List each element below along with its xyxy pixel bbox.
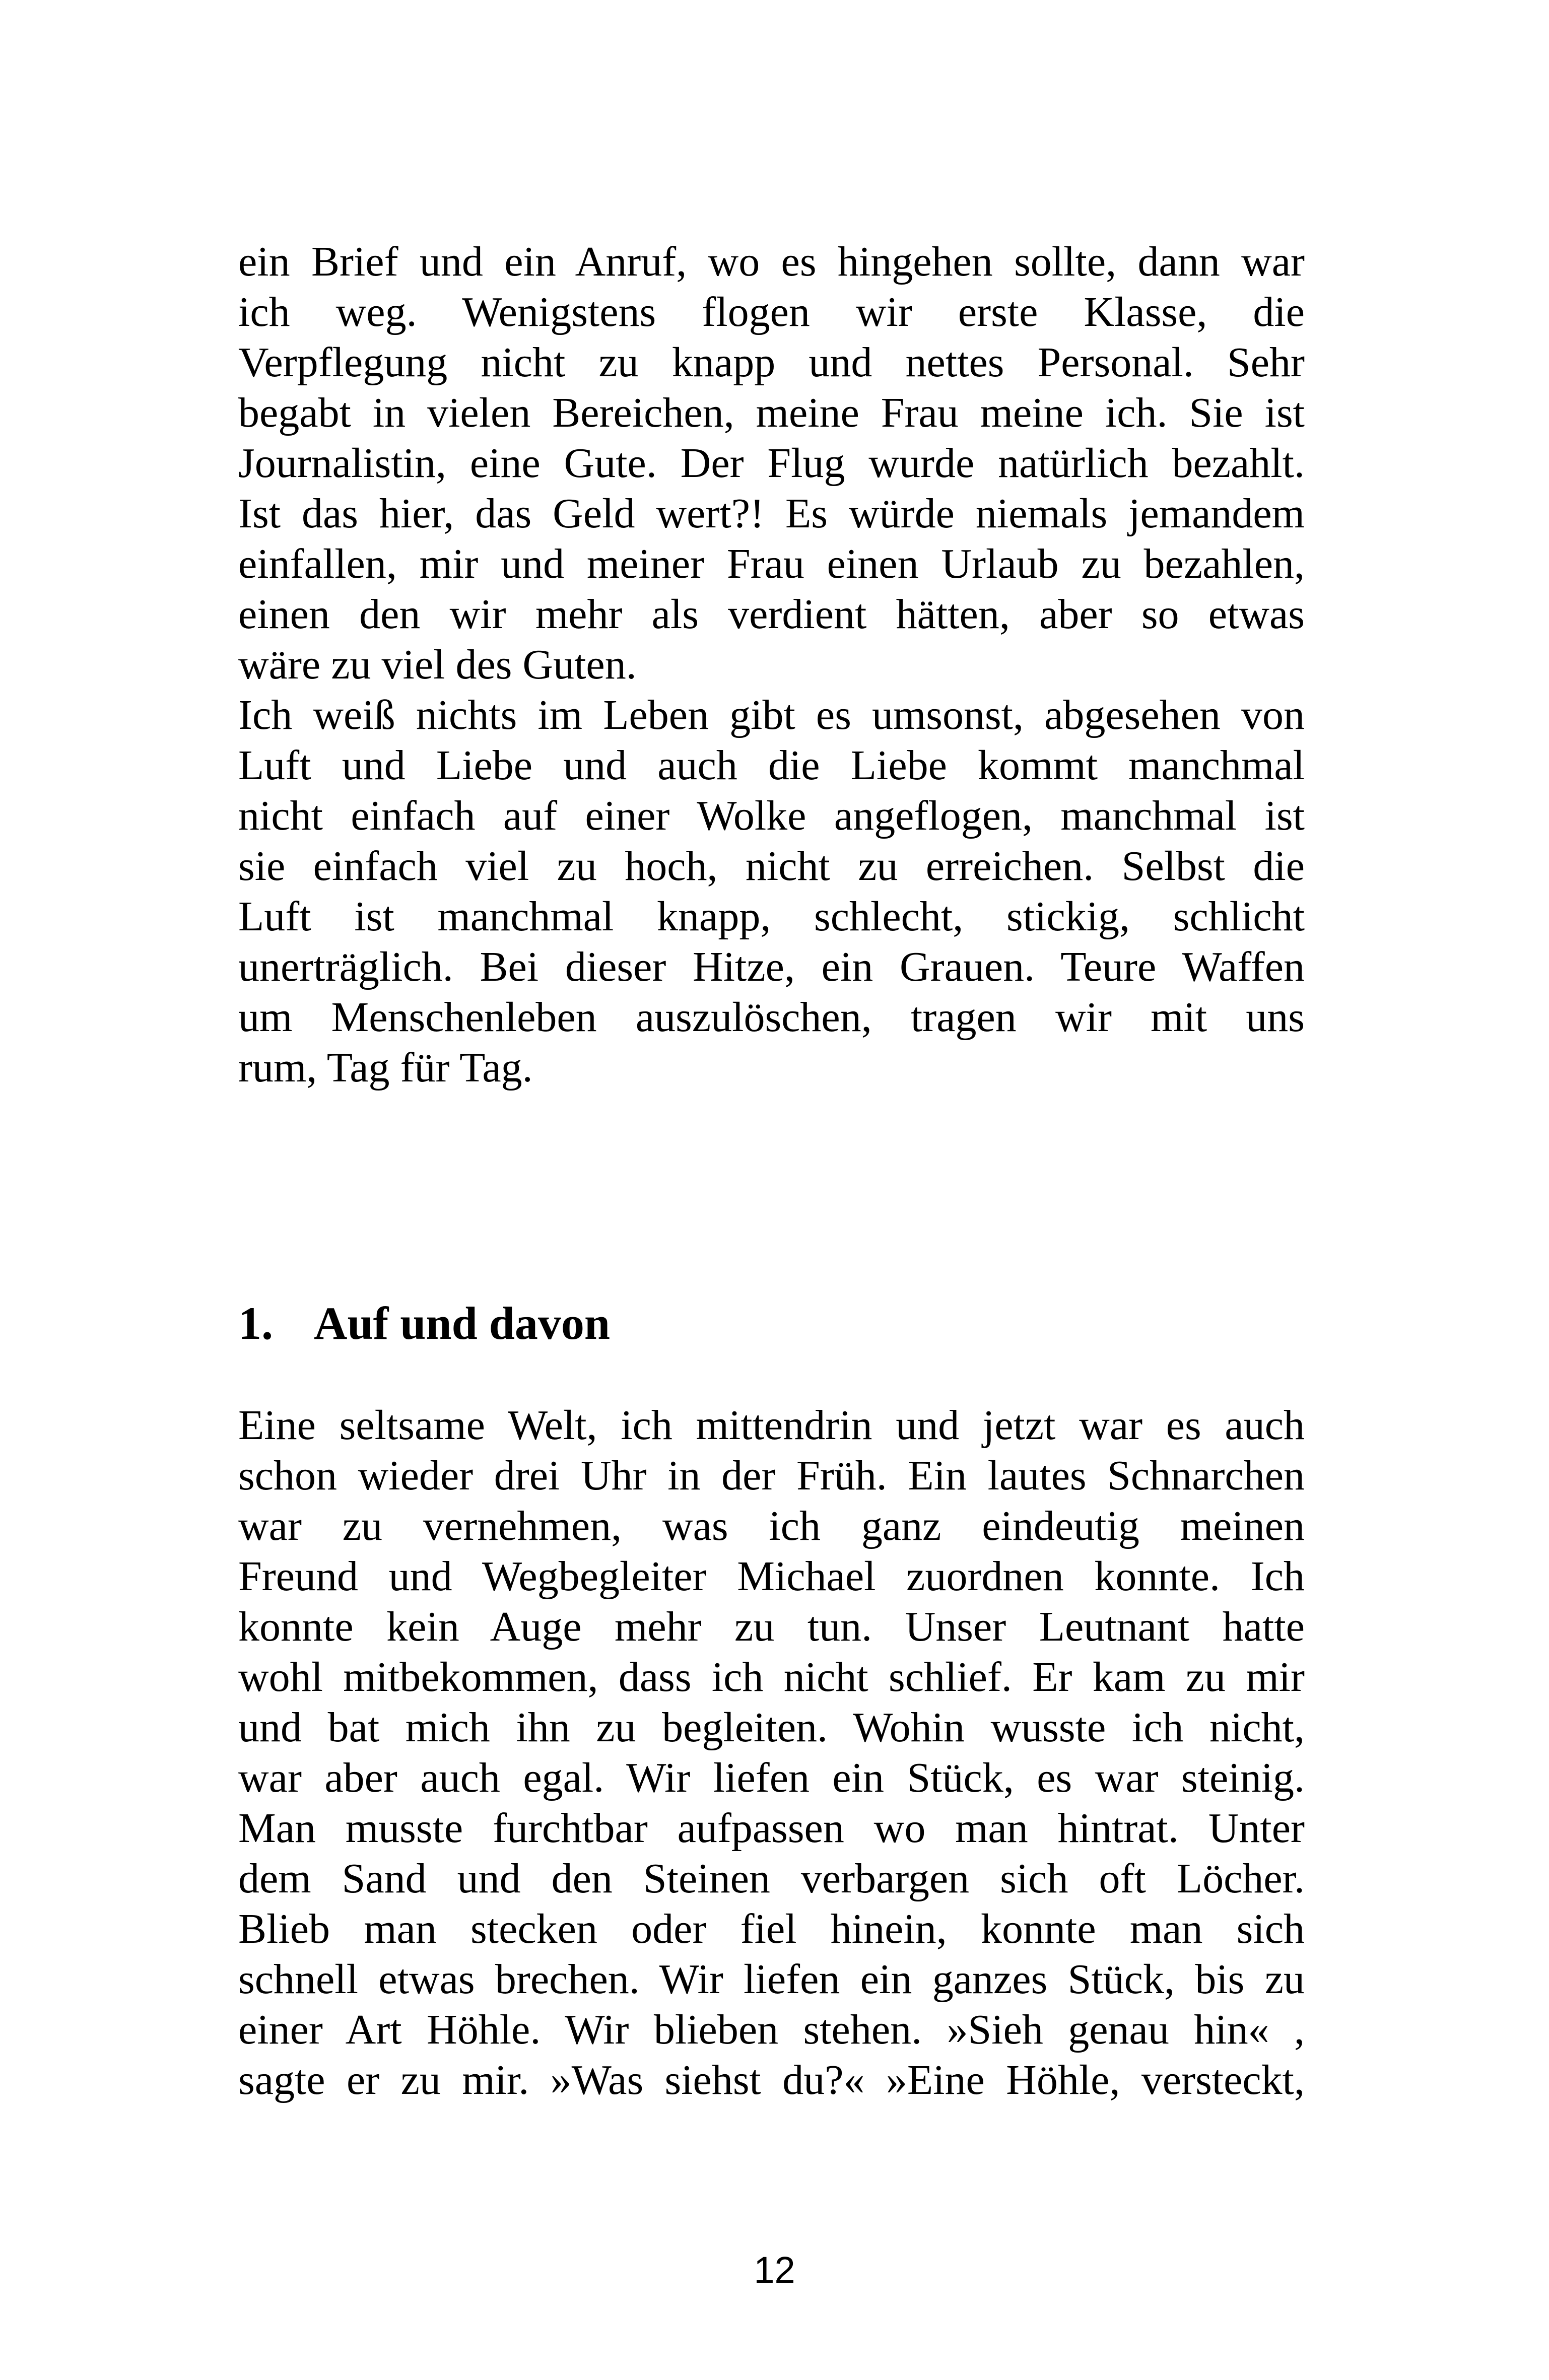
text-line: Luft ist manchmal knapp, schlecht, stickig, schlicht bbox=[238, 893, 1305, 940]
text-line: einer Art Höhle. Wir blieben stehen. »Sieh genau hin« , bbox=[238, 2006, 1305, 2053]
text-line: Ist das hier, das Geld wert?! Es würde niemals jemandem bbox=[238, 490, 1305, 537]
text-line: schon wieder drei Uhr in der Früh. Ein lautes Schnarchen bbox=[238, 1452, 1305, 1499]
text-line: rum, Tag für Tag. bbox=[238, 1044, 533, 1091]
chapter-number: 1. bbox=[238, 1298, 273, 1349]
text-line: begabt in vielen Bereichen, meine Frau meine ich. Sie ist bbox=[238, 389, 1305, 436]
text-line: dem Sand und den Steinen verbargen sich oft Löcher. bbox=[238, 1855, 1305, 1902]
text-line: um Menschenleben auszulöschen, tragen wir mit uns bbox=[238, 994, 1305, 1041]
text-line: Luft und Liebe und auch die Liebe kommt manchmal bbox=[238, 742, 1305, 789]
text-line: war aber auch egal. Wir liefen ein Stück, es war steinig. bbox=[238, 1754, 1305, 1801]
text-line: einen den wir mehr als verdient hätten, aber so etwas bbox=[238, 591, 1305, 638]
page-number: 12 bbox=[754, 2249, 795, 2291]
text-line: Man musste furchtbar aufpassen wo man hintrat. Unter bbox=[238, 1805, 1305, 1852]
text-line: Journalistin, eine Gute. Der Flug wurde natürlich bezahlt. bbox=[238, 440, 1305, 487]
chapter-heading bbox=[238, 1296, 610, 1351]
text-line: und bat mich ihn zu begleiten. Wohin wusste ich nicht, bbox=[238, 1704, 1305, 1751]
text-line: schnell etwas brechen. Wir liefen ein ganzes Stück, bis zu bbox=[238, 1956, 1305, 2003]
text-line: nicht einfach auf einer Wolke angeflogen, manchmal ist bbox=[238, 792, 1305, 839]
text-line: sie einfach viel zu hoch, nicht zu erreichen. Selbst die bbox=[238, 843, 1305, 890]
text-line: wohl mitbekommen, dass ich nicht schlief. Er kam zu mir bbox=[238, 1654, 1305, 1701]
text-line: unerträglich. Bei dieser Hitze, ein Grauen. Teure Waffen bbox=[238, 943, 1305, 990]
text-line: konnte kein Auge mehr zu tun. Unser Leutnant hatte bbox=[238, 1603, 1305, 1650]
text-line: Verpflegung nicht zu knapp und nettes Personal. Sehr bbox=[238, 339, 1305, 386]
text-line: Ich weiß nichts im Leben gibt es umsonst, abgesehen von bbox=[238, 692, 1305, 738]
chapter-title: Auf und davon bbox=[314, 1298, 611, 1349]
text-line: ein Brief und ein Anruf, wo es hingehen sollte, dann war bbox=[238, 238, 1305, 285]
text-line: einfallen, mir und meiner Frau einen Urlaub zu bezahlen, bbox=[238, 540, 1305, 587]
text-line: Blieb man stecken oder fiel hinein, konnte man sich bbox=[238, 1906, 1305, 1952]
text-line: war zu vernehmen, was ich ganz eindeutig meinen bbox=[238, 1503, 1305, 1549]
text-line: Eine seltsame Welt, ich mittendrin und jetzt war es auch bbox=[238, 1402, 1305, 1449]
text-line: Freund und Wegbegleiter Michael zuordnen konnte. Ich bbox=[238, 1553, 1305, 1600]
text-line: sagte er zu mir. »Was siehst du?« »Eine Höhle, versteckt, bbox=[238, 2057, 1305, 2103]
text-line: ich weg. Wenigstens flogen wir erste Klasse, die bbox=[238, 289, 1305, 335]
text-line: wäre zu viel des Guten. bbox=[238, 641, 637, 688]
